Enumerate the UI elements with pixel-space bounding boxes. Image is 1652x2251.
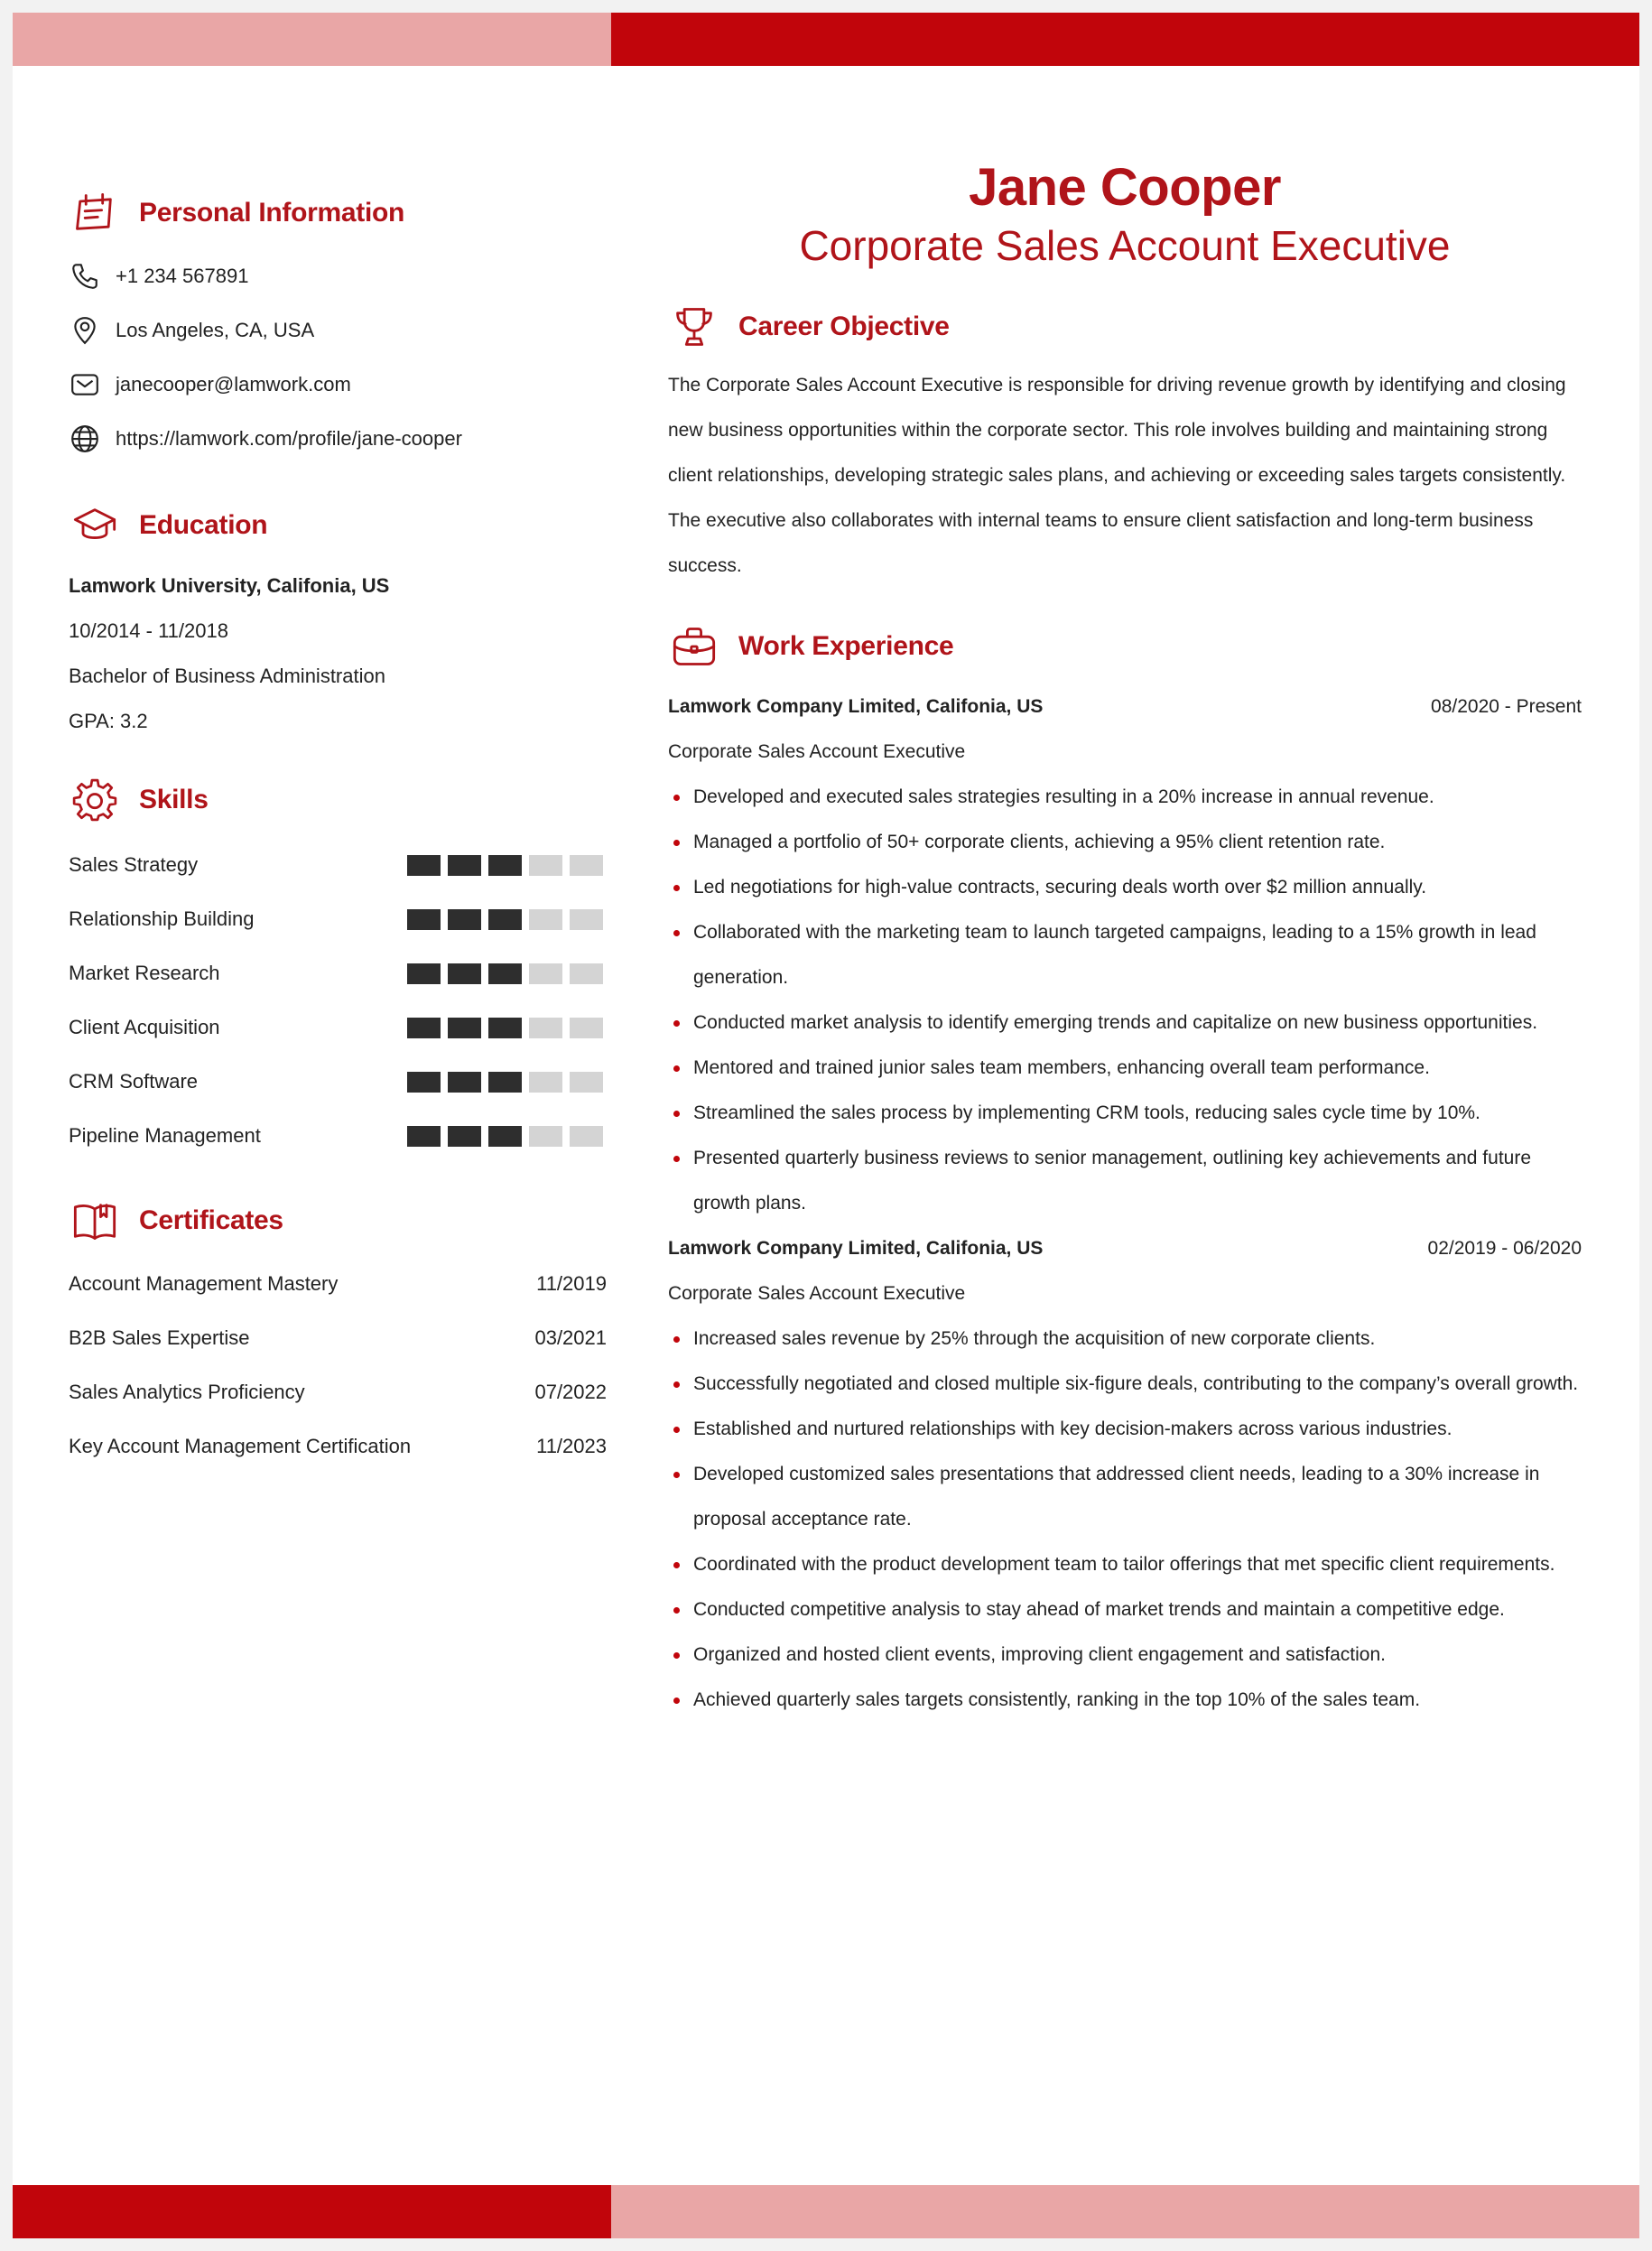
certificate-row — [69, 1257, 607, 1311]
skill-row — [69, 838, 603, 892]
section-title: Personal Information — [139, 198, 405, 228]
top-band-dark — [611, 13, 1639, 66]
skill-bar-filled — [448, 1072, 481, 1093]
phone-icon — [69, 260, 101, 293]
personal-info-header — [69, 184, 619, 242]
skill-bar-filled — [448, 1126, 481, 1147]
list-item: Achieved quarterly sales targets consistently, ranking in the top 10% of the sales team. — [668, 1678, 1582, 1723]
bottom-band-dark — [13, 2185, 611, 2238]
section-title: Certificates — [139, 1205, 283, 1235]
certificate-date: 11/2019 — [536, 1272, 607, 1295]
skill-bar-empty — [570, 963, 603, 984]
skill-bar-filled — [407, 1126, 441, 1147]
list-item: Led negotiations for high-value contracts, securing deals worth over $2 million annually. — [668, 865, 1582, 910]
skill-row — [69, 1109, 603, 1163]
skill-bar-empty — [570, 855, 603, 876]
list-item: Streamlined the sales process by implementing CRM tools, reducing sales cycle time by 10%. — [668, 1091, 1582, 1136]
candidate-title: Corporate Sales Account Executive — [799, 222, 1451, 269]
skill-name: Sales Strategy — [69, 853, 199, 876]
career-objective-header — [668, 298, 1582, 356]
skill-bar-filled — [407, 1018, 441, 1038]
left-column — [69, 184, 619, 1474]
certificate-date: 03/2021 — [534, 1326, 607, 1349]
resume-page — [13, 13, 1639, 2238]
skill-bar-filled — [488, 1126, 522, 1147]
education-degree: Bachelor of Business Administration — [69, 665, 385, 687]
list-item: Conducted competitive analysis to stay ahead of market trends and maintain a competitive edge. — [668, 1587, 1582, 1632]
skill-name: Client Acquisition — [69, 1016, 220, 1038]
skill-bar-filled — [488, 855, 522, 876]
section-title: Skills — [139, 785, 209, 814]
work-experience-header — [668, 618, 1582, 675]
contact-website — [69, 412, 619, 466]
skill-bar-filled — [407, 963, 441, 984]
skill-bar-empty — [529, 1072, 562, 1093]
skill-bar-empty — [529, 855, 562, 876]
job-dates: 02/2019 - 06/2020 — [1427, 1238, 1582, 1259]
education-header — [69, 497, 619, 554]
certificate-name: Key Account Management Certification — [69, 1435, 412, 1457]
skill-row — [69, 892, 603, 946]
list-item: Increased sales revenue by 25% through the acquisition of new corporate clients. — [668, 1316, 1582, 1362]
skill-level-bars — [407, 855, 603, 876]
website-link[interactable]: https://lamwork.com/profile/jane-cooper — [116, 427, 462, 450]
job-bullets — [668, 1316, 1582, 1723]
education-dates: 10/2014 - 11/2018 — [69, 619, 228, 642]
list-item: Managed a portfolio of 50+ corporate clients, achieving a 95% client retention rate. — [668, 820, 1582, 865]
list-item: Collaborated with the marketing team to launch targeted campaigns, leading to a 15% growth in lead generation. — [668, 910, 1582, 1000]
skill-level-bars — [407, 1072, 603, 1093]
gear-icon — [69, 774, 121, 826]
certificate-name: Sales Analytics Proficiency — [69, 1381, 305, 1403]
certificate-row — [69, 1419, 607, 1474]
skill-name: Market Research — [69, 962, 220, 984]
list-item: Successfully negotiated and closed multiple six-figure deals, contributing to the company’s overall growth. — [668, 1362, 1582, 1407]
list-item: Presented quarterly business reviews to senior management, outlining key achievements and future growth plans. — [668, 1136, 1582, 1226]
list-item: Developed and executed sales strategies resulting in a 20% increase in annual revenue. — [668, 775, 1582, 820]
education-school: Lamwork University, Califonia, US — [69, 574, 390, 597]
list-item: Organized and hosted client events, improving client engagement and satisfaction. — [668, 1632, 1582, 1678]
skill-row — [69, 1000, 603, 1055]
certificate-name: B2B Sales Expertise — [69, 1326, 250, 1349]
skill-bar-filled — [448, 855, 481, 876]
location-pin-icon — [69, 314, 101, 347]
skill-row — [69, 946, 603, 1000]
skill-bar-empty — [529, 963, 562, 984]
job-header — [668, 1226, 1582, 1271]
skill-level-bars — [407, 909, 603, 930]
skill-name: Relationship Building — [69, 907, 255, 930]
candidate-name: Jane Cooper — [969, 158, 1281, 217]
list-item: Established and nurtured relationships with key decision-makers across various industries. — [668, 1407, 1582, 1452]
job-entry — [668, 1226, 1582, 1723]
list-item: Conducted market analysis to identify emerging trends and capitalize on new business opportunities. — [668, 1000, 1582, 1046]
skill-bar-filled — [488, 909, 522, 930]
envelope-icon — [69, 368, 101, 401]
skill-name: Pipeline Management — [69, 1124, 261, 1147]
skill-bar-empty — [529, 1126, 562, 1147]
job-bullets — [668, 775, 1582, 1226]
skill-level-bars — [407, 963, 603, 984]
skill-level-bars — [407, 1126, 603, 1147]
skill-bar-empty — [570, 1072, 603, 1093]
job-role: Corporate Sales Account Executive — [668, 741, 966, 762]
section-title: Education — [139, 510, 268, 540]
globe-icon — [69, 423, 101, 455]
list-item: Coordinated with the product development team to tailor offerings that met specific client requirements. — [668, 1542, 1582, 1587]
contact-email — [69, 358, 619, 412]
skill-bar-filled — [488, 1018, 522, 1038]
right-column — [668, 157, 1582, 1723]
section-title: Career Objective — [738, 312, 950, 341]
contact-location — [69, 303, 619, 358]
top-band-light — [13, 13, 611, 66]
certificate-date: 11/2023 — [536, 1435, 607, 1457]
bottom-band-light — [611, 2185, 1639, 2238]
skill-level-bars — [407, 1018, 603, 1038]
graduation-cap-icon — [69, 499, 121, 552]
skills-list — [69, 838, 619, 1163]
education-gpa: GPA: 3.2 — [69, 710, 148, 732]
id-card-icon — [69, 187, 121, 239]
job-company: Lamwork Company Limited, Califonia, US — [668, 1238, 1044, 1259]
job-entry — [668, 684, 1582, 1226]
skill-row — [69, 1055, 603, 1109]
certificate-row — [69, 1311, 607, 1365]
section-title: Work Experience — [738, 631, 954, 661]
skill-bar-empty — [570, 1126, 603, 1147]
briefcase-icon — [668, 620, 720, 673]
certificate-row — [69, 1365, 607, 1419]
skill-bar-filled — [407, 1072, 441, 1093]
skill-bar-filled — [488, 1072, 522, 1093]
skill-bar-empty — [529, 909, 562, 930]
skill-bar-filled — [407, 855, 441, 876]
skill-bar-filled — [488, 963, 522, 984]
job-role: Corporate Sales Account Executive — [668, 1283, 966, 1304]
list-item: Mentored and trained junior sales team members, enhancing overall team performance. — [668, 1046, 1582, 1091]
skill-name: CRM Software — [69, 1070, 199, 1093]
skill-bar-empty — [570, 1018, 603, 1038]
certificates-header — [69, 1192, 619, 1250]
phone-text: +1 234 567891 — [116, 265, 249, 287]
skill-bar-filled — [448, 1018, 481, 1038]
skill-bar-filled — [407, 909, 441, 930]
skill-bar-empty — [570, 909, 603, 930]
skills-header — [69, 771, 619, 829]
job-company: Lamwork Company Limited, Califonia, US — [668, 696, 1044, 717]
job-header — [668, 684, 1582, 730]
contact-phone — [69, 249, 619, 303]
open-book-icon — [69, 1195, 121, 1247]
email-link[interactable]: janecooper@lamwork.com — [116, 373, 351, 395]
location-text: Los Angeles, CA, USA — [116, 319, 315, 341]
skill-bar-filled — [448, 963, 481, 984]
trophy-icon — [668, 301, 720, 353]
certificate-name: Account Management Mastery — [69, 1272, 339, 1295]
skill-bar-empty — [529, 1018, 562, 1038]
job-dates: 08/2020 - Present — [1431, 696, 1582, 717]
skill-bar-filled — [448, 909, 481, 930]
list-item: Developed customized sales presentations that addressed client needs, leading to a 30% increase in proposal acceptance rate. — [668, 1452, 1582, 1542]
objective-text: The Corporate Sales Account Executive is responsible for driving revenue growth by identifying and closing new business opportunities within the corporate sector. This role involves building and maintaining strong client relationships, developing strategic sales plans, and achieving or exceeding sales targets consistently. The executive also collaborates with internal teams to ensure client satisfaction and long-term business success. — [668, 375, 1566, 576]
certificate-date: 07/2022 — [534, 1381, 607, 1403]
